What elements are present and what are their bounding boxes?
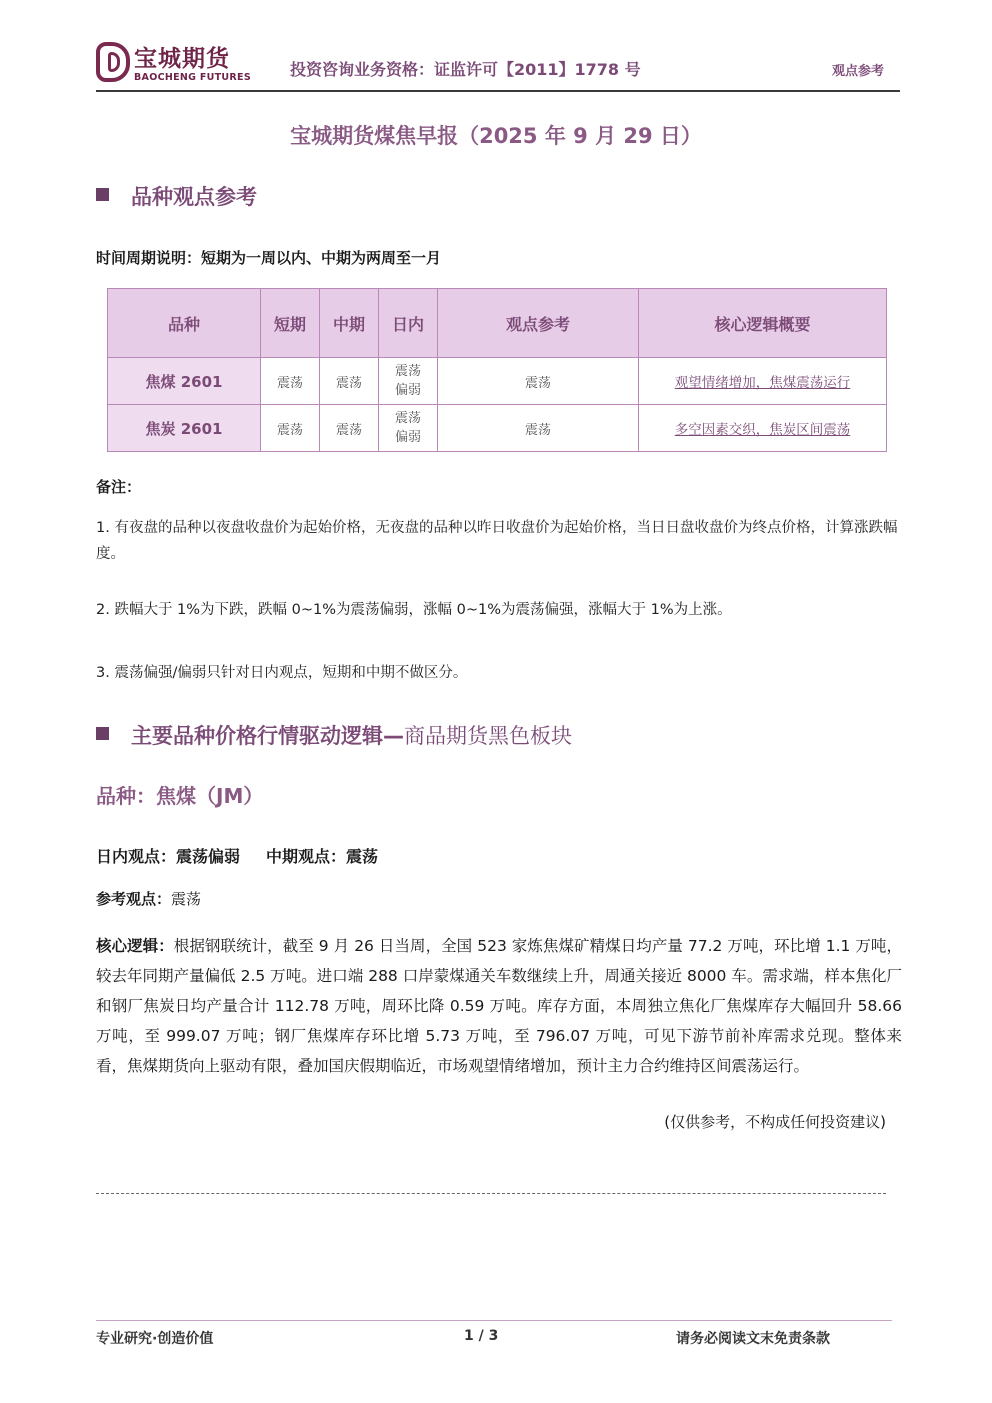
- header-intraday: 日内: [379, 289, 438, 358]
- section-heading-sub: 商品期货黑色板块: [404, 724, 572, 748]
- core-logic-paragraph: [96, 931, 902, 1081]
- variety-title: 品种：焦煤（JM）: [96, 784, 264, 808]
- note-item-3: 3. 震荡偏强/偏弱只针对日内观点，短期和中期不做区分。: [96, 665, 468, 681]
- qualification-text: 投资咨询业务资格：证监许可【2011】1778 号: [290, 60, 641, 79]
- reference-label: 参考观点：: [96, 890, 172, 908]
- cell-variety: 焦煤 2601: [108, 358, 261, 405]
- header-mid: 中期: [320, 289, 379, 358]
- header-view: 观点参考: [438, 289, 639, 358]
- cell-view: 震荡: [438, 405, 639, 452]
- footer-slogan: 专业研究·创造价值: [96, 1331, 214, 1347]
- table-row: [108, 358, 887, 405]
- cell-logic-link[interactable]: 观望情绪增加，焦煤震荡运行: [674, 375, 851, 391]
- cell-mid: 震荡: [320, 405, 379, 452]
- page-number: 1 / 3: [464, 1328, 499, 1344]
- company-logo: [96, 40, 251, 88]
- cell-view: 震荡: [438, 358, 639, 405]
- note-item-2: 2. 跌幅大于 1%为下跌，跌幅 0~1%为震荡偏弱，涨幅 0~1%为震荡偏强，涨幅大于 1%为上涨。: [96, 602, 732, 618]
- section-bullet-icon: [96, 727, 109, 740]
- view-summary-line: [96, 844, 378, 867]
- cell-short: 震荡: [261, 358, 320, 405]
- cell-logic[interactable]: [639, 405, 887, 452]
- reference-view: [96, 888, 201, 909]
- cell-intraday-line1: 震荡: [394, 364, 421, 379]
- core-logic-label: 核心逻辑：: [96, 937, 174, 955]
- cell-intraday-line2: 偏弱: [394, 383, 421, 398]
- header-variety: 品种: [108, 289, 261, 358]
- logo-mark-icon: [96, 42, 130, 82]
- disclaimer: (仅供参考，不构成任何投资建议): [664, 1113, 886, 1131]
- logo-chinese-name: 宝城期货: [134, 46, 230, 72]
- intraday-view: 日内观点：震荡偏弱: [96, 847, 241, 866]
- cell-short: 震荡: [261, 405, 320, 452]
- header-short: 短期: [261, 289, 320, 358]
- header-logic: 核心逻辑概要: [639, 289, 887, 358]
- notes-title: 备注：: [96, 478, 142, 496]
- section-heading-drivers: [96, 720, 572, 750]
- header-divider: [96, 90, 900, 92]
- cell-logic[interactable]: [639, 358, 887, 405]
- section-heading-main: 主要品种价格行情驱动逻辑—: [131, 724, 404, 748]
- table-row: [108, 405, 887, 452]
- reference-value: 震荡: [171, 890, 202, 908]
- table-header-row: [108, 289, 887, 358]
- footer-divider: [96, 1320, 892, 1321]
- cell-intraday-line2: 偏弱: [394, 430, 421, 445]
- cell-logic-link[interactable]: 多空因素交织，焦炭区间震荡: [674, 422, 851, 438]
- period-note: 时间周期说明：短期为一周以内、中期为两周至一月: [96, 249, 442, 267]
- midterm-view: 中期观点：震荡: [266, 847, 379, 866]
- cell-variety: 焦炭 2601: [108, 405, 261, 452]
- document-title: 宝城期货煤焦早报（2025 年 9 月 29 日）: [290, 124, 702, 148]
- cell-intraday: [379, 405, 438, 452]
- core-logic-text: 根据钢联统计，截至 9 月 26 日当周，全国 523 家炼焦煤矿精煤日均产量 77.2 万吨，环比增 1.1 万吨，较去年同期产量偏低 2.5 万吨。进口端 288 口岸蒙煤通关车数继续上升，周通关接近 8000 车。需求端，样本焦化厂和钢厂焦炭日均产量合计 112.78 万吨，周环比降 0.59 万吨。库存方面，本周独立焦化厂焦煤库存大幅回升 58.66 万吨，至 999.07 万吨；钢厂焦煤库存环比增 5.73 万吨，至 796.07 万吨，可见下游节前补库需求兑现。整体来看，焦煤期货向上驱动有限，叠加国庆假期临近，市场观望情绪增加，预计主力合约维持区间震荡运行。: [96, 937, 902, 1075]
- dashed-divider: [96, 1193, 886, 1194]
- views-table: [107, 288, 887, 452]
- section-heading-text: 品种观点参考: [131, 185, 257, 209]
- cell-intraday: [379, 358, 438, 405]
- note-item-1: 1. 有夜盘的品种以夜盘收盘价为起始价格，无夜盘的品种以昨日收盘价为起始价格，当日日盘收盘价为终点价格，计算涨跌幅度。: [96, 520, 898, 562]
- header-tag: 观点参考: [832, 64, 885, 79]
- footer-disclaimer-note: 请务必阅读文末免责条款: [676, 1331, 830, 1347]
- cell-mid: 震荡: [320, 358, 379, 405]
- cell-intraday-line1: 震荡: [394, 411, 421, 426]
- logo-english-name: BAOCHENG FUTURES: [134, 72, 251, 83]
- section-heading-views: [96, 181, 257, 211]
- section-bullet-icon: [96, 188, 109, 201]
